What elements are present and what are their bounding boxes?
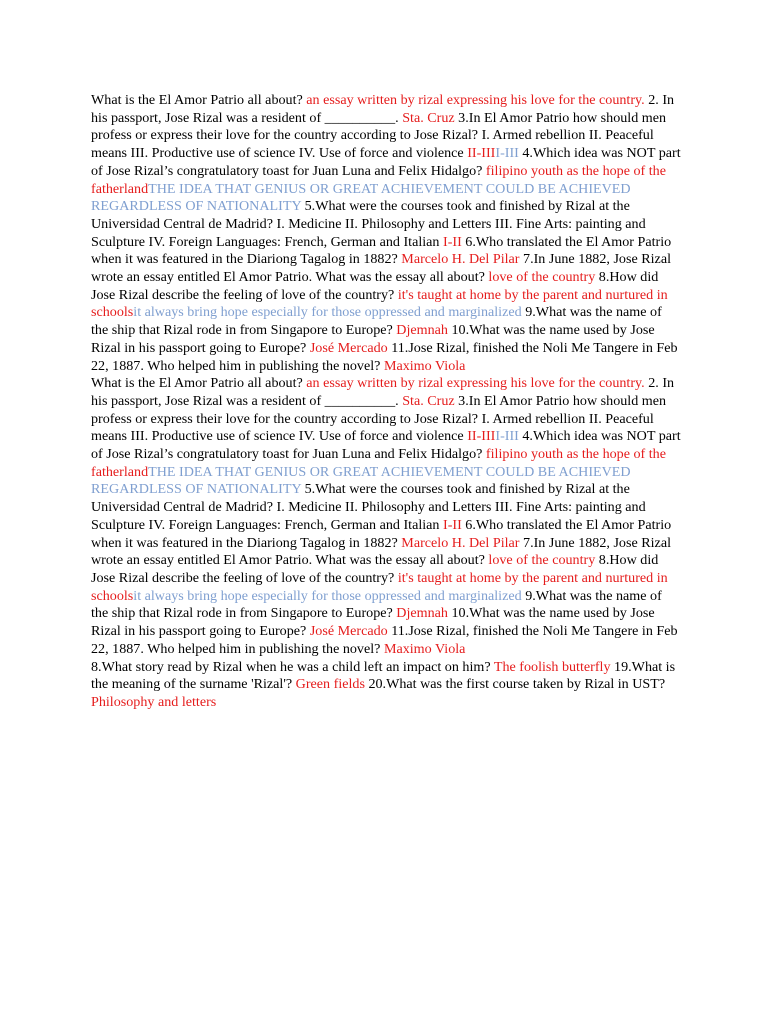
- answer-text: José Mercado: [309, 339, 388, 356]
- answer-text: I-II: [443, 516, 462, 533]
- question-text: 5.What were the courses took and finished by Rizal at the Universidad Central de Madrid? I. Medicine II. Philosophy and Letters III. Fine Arts: painting and Sculpture IV. Foreign Languages: French, German and Italian: [91, 481, 646, 533]
- answer-text: love of the country: [488, 552, 596, 569]
- answer-text: Marcelo H. Del Pilar: [401, 534, 520, 551]
- answer-text: filipino youth as the hope of the fatherland: [91, 446, 666, 480]
- quiz-paragraph-1: [91, 92, 681, 375]
- question-text: 8.What story read by Rizal when he was a child left an impact on him?: [91, 658, 494, 675]
- answer-text: Maximo Viola: [383, 640, 466, 657]
- answer-text: Djemnah: [396, 322, 448, 339]
- answer-text: Philosophy and letters: [91, 693, 217, 710]
- answer-text: it's taught at home by the parent and nurtured in schools: [91, 569, 668, 604]
- answer-text: Djemnah: [396, 605, 448, 622]
- document-page: [91, 92, 681, 712]
- question-text: 11.Jose Rizal, finished the Noli Me Tangere in Feb 22, 1887. Who helped him in publishing the novel?: [91, 339, 678, 374]
- question-text: 6.Who translated the El Amor Patrio when it was featured in the Diariong Tagalog in 1882?: [91, 233, 672, 268]
- question-text: 4.Which idea was NOT part of Jose Rizal’s congratulatory toast for Juan Luna and Felix Hidalgo?: [91, 428, 681, 463]
- answer-text: The foolish butterfly: [493, 658, 611, 675]
- question-text: 8.How did Jose Rizal describe the feeling of love of the country?: [91, 552, 659, 586]
- answer-text: Marcelo H. Del Pilar: [401, 251, 520, 268]
- quiz-paragraph-3: [91, 659, 681, 712]
- question-text: 2. In his passport, Jose Rizal was a resident of __________.: [91, 375, 675, 409]
- question-text: 3.In El Amor Patrio how should men profess or express their love for the country according to Jose Rizal? I. Armed rebellion II. Peaceful means III. Productive use of science IV. Use of force and violence: [91, 392, 667, 445]
- question-text: 19.What is the meaning of the surname 'Rizal'?: [91, 658, 676, 693]
- question-text: 8.How did Jose Rizal describe the feeling of love of the country?: [91, 269, 659, 303]
- alternate-answer-text: THE IDEA THAT GENIUS OR GREAT ACHIEVEMENT COULD BE ACHIEVED REGARDLESS OF NATIONALITY: [91, 463, 631, 498]
- question-text: 4.Which idea was NOT part of Jose Rizal’s congratulatory toast for Juan Luna and Felix Hidalgo?: [91, 145, 681, 179]
- alternate-answer-text: I-III: [495, 428, 519, 445]
- question-text: 5.What were the courses took and finished by Rizal at the Universidad Central de Madrid? I. Medicine II. Philosophy and Letters III. Fine Arts: painting and Sculpture IV. Foreign Languages: French, German and Italian: [91, 198, 646, 250]
- answer-text: II-III: [467, 145, 496, 162]
- question-text: 10.What was the name used by Jose Rizal in his passport going to Europe?: [91, 322, 655, 356]
- answer-text: José Mercado: [309, 623, 388, 640]
- question-text: 7.In June 1882, Jose Rizal wrote an essay entitled El Amor Patrio. What was the essay all about?: [91, 534, 671, 569]
- answer-text: II-III: [467, 428, 496, 445]
- question-text: What is the El Amor Patrio all about?: [91, 92, 307, 108]
- alternate-answer-text: it always bring hope especially for those oppressed and marginalized: [133, 587, 522, 604]
- question-text: 20.What was the first course taken by Rizal in UST?: [364, 676, 666, 693]
- question-text: 2. In his passport, Jose Rizal was a resident of __________.: [91, 92, 675, 126]
- question-text: 3.In El Amor Patrio how should men profess or express their love for the country according to Jose Rizal? I. Armed rebellion II. Peaceful means III. Productive use of science IV. Use of force and violence: [91, 109, 667, 162]
- question-text: 9.What was the name of the ship that Rizal rode in from Singapore to Europe?: [91, 304, 662, 339]
- question-text: 11.Jose Rizal, finished the Noli Me Tangere in Feb 22, 1887. Who helped him in publishing the novel?: [91, 623, 678, 657]
- answer-text: it's taught at home by the parent and nurtured in schools: [91, 286, 668, 321]
- answer-text: love of the country: [488, 269, 596, 286]
- alternate-answer-text: THE IDEA THAT GENIUS OR GREAT ACHIEVEMENT COULD BE ACHIEVED REGARDLESS OF NATIONALITY: [91, 180, 631, 215]
- question-text: What is the El Amor Patrio all about?: [91, 375, 307, 392]
- question-text: 9.What was the name of the ship that Rizal rode in from Singapore to Europe?: [91, 587, 662, 622]
- alternate-answer-text: I-III: [495, 145, 519, 162]
- question-text: 6.Who translated the El Amor Patrio when it was featured in the Diariong Tagalog in 1882?: [91, 516, 672, 551]
- answer-text: filipino youth as the hope of the fatherland: [91, 162, 666, 197]
- alternate-answer-text: it always bring hope especially for those oppressed and marginalized: [133, 304, 522, 321]
- answer-text: Green fields: [295, 676, 365, 693]
- answer-text: an essay written by rizal expressing his love for the country.: [306, 375, 645, 392]
- answer-text: Sta. Cruz: [402, 392, 455, 409]
- answer-text: an essay written by rizal expressing his love for the country.: [306, 92, 645, 108]
- answer-text: I-II: [443, 233, 462, 250]
- answer-text: Sta. Cruz: [402, 109, 455, 126]
- question-text: 10.What was the name used by Jose Rizal in his passport going to Europe?: [91, 605, 655, 640]
- quiz-paragraph-2: [91, 375, 681, 658]
- answer-text: Maximo Viola: [383, 357, 466, 374]
- question-text: 7.In June 1882, Jose Rizal wrote an essay entitled El Amor Patrio. What was the essay all about?: [91, 251, 671, 286]
